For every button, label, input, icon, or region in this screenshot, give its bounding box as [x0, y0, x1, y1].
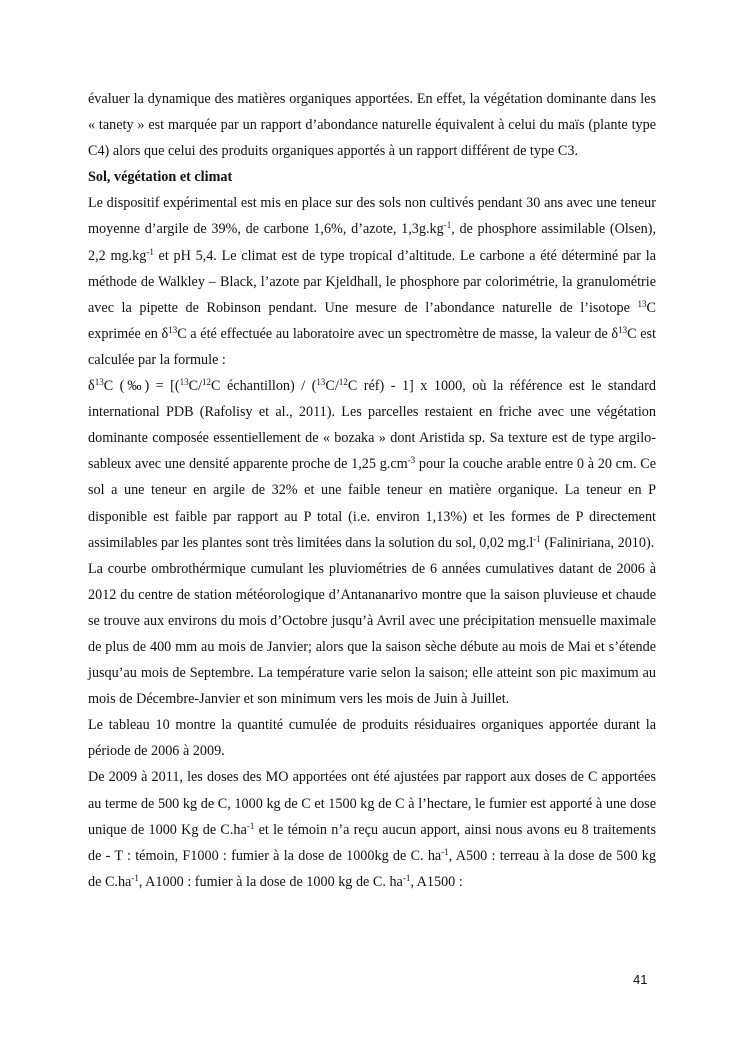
superscript: 13 — [179, 377, 189, 388]
text-run: C/ — [325, 378, 339, 395]
superscript: -1 — [146, 246, 154, 257]
superscript: 13 — [316, 377, 326, 388]
superscript: 13 — [168, 324, 178, 335]
paragraph-intro: évaluer la dynamique des matières organiques apportées. En effet, la végétation dominante dans les « tanety » est marquée par un rapport d’abondance naturelle équivalent à celui du maïs (plante type C4) alors que celui des produits organiques apportés à un rapport différent de type C3. — [88, 91, 656, 160]
text-run: C (‰) = [( — [103, 378, 180, 395]
superscript: 13 — [637, 298, 647, 309]
superscript: -1 — [441, 846, 449, 857]
superscript: -1 — [246, 820, 255, 831]
paragraph-soil — [88, 190, 656, 373]
page-number: 41 — [633, 972, 648, 987]
superscript: -1 — [131, 872, 139, 883]
text-run: C exprimée en δ — [88, 299, 656, 342]
text-run: pour la couche arable entre 0 à 20 cm. Ce sol a une teneur en argile de 32% et une faible teneur en matière organique. La teneur en P disponible est faible par rapport au P total (i.e. environ 1,13%) et les formes de P directement assimilables par les plantes sont très limitées dans la solution du sol, 0,02 mg.l — [88, 456, 656, 551]
section-heading: Sol, végétation et climat — [88, 169, 233, 186]
body-text — [88, 86, 656, 895]
text-run: C réf) - 1] x 1000, où la référence est le standard international PDB (Rafolisy et al., 2011). Les parcelles restaient en friche avec une végétation dominante composée essentiellement de « bozaka » dont Aristida sp. Sa texture est de type argilo-sableux avec une densité apparente proche de 1,25 g.cm — [88, 378, 656, 473]
text-run: , A1500 : — [410, 873, 463, 890]
superscript: -3 — [407, 455, 416, 466]
text-run: , de phosphore assimilable (Olsen), 2,2 mg.kg — [88, 221, 656, 264]
text-run: C/ — [188, 378, 203, 395]
text-run: δ — [88, 378, 95, 395]
superscript: -1 — [402, 872, 411, 883]
text-run: , A1000 : fumier à la dose de 1000 kg de C. ha — [138, 873, 403, 890]
superscript: 13 — [618, 324, 628, 335]
superscript: 13 — [94, 377, 104, 388]
text-run: (Faliniriana, 2010). — [540, 534, 655, 551]
paragraph-table-ref: Le tableau 10 montre la quantité cumulée de produits résiduaires organiques apportée durant la période de 2006 à 2009. — [88, 717, 656, 760]
text-run: C est calculée par la formule : — [88, 325, 656, 368]
paragraph-formula — [88, 373, 656, 556]
text-run: C a été effectuée au laboratoire avec un spectromètre de masse, la valeur de δ — [177, 325, 619, 342]
superscript: -1 — [533, 533, 541, 544]
paragraph-climate: La courbe ombrothérmique cumulant les pluviométries de 6 années cumulatives datant de 2006 à 2012 du centre de station météorologique d’Antananarivo montre que la saison pluvieuse et chaude se trouve aux environs du mois d’Octobre jusqu’à Avril avec une précipitation mensuelle maximale de plus de 400 mm au mois de Janvier; alors que la saison sèche débute au mois de Mai et s’étende jusqu’au mois de Septembre. La température varie selon la saison; elle atteint son pic maximum au mois de Décembre-Janvier et son minimum vers les mois de Juin à Juillet. — [88, 560, 656, 708]
text-run: De 2009 à 2011, les doses des MO apportées ont été ajustées par rapport aux doses de C apportées au terme de 500 kg de C, 1000 kg de C et 1500 kg de C à l’hectare, le fumier est apporté à une dose unique de 1000 Kg de C.ha — [88, 769, 656, 838]
superscript: -1 — [443, 220, 452, 231]
superscript: 12 — [202, 377, 212, 388]
paragraph-doses — [88, 764, 656, 894]
text-run: et le témoin n’a reçu aucun apport, ainsi nous avons eu 8 traitements de - T : témoin, F1000 : fumier à la dose de 1000kg de C. ha — [88, 821, 657, 864]
text-run: , A500 : terreau à la dose de 500 kg de C.ha — [88, 847, 656, 890]
superscript: 12 — [338, 377, 348, 388]
text-run: Le dispositif expérimental est mis en place sur des sols non cultivés pendant 30 ans avec une teneur moyenne d’argile de 39%, de carbone 1,6%, d’azote, 1,3g.kg — [88, 195, 656, 238]
text-run: et pH 5,4. Le climat est de type tropical d’altitude. Le carbone a été déterminé par la méthode de Walkley – Black, l’azote par Kjeldhall, le phosphore par colorimétrie, la granulométrie avec la pipette de Robinson pendant. Une mesure de l’abondance naturelle de l’isotope — [88, 247, 656, 316]
text-run: C échantillon) / ( — [211, 378, 317, 395]
